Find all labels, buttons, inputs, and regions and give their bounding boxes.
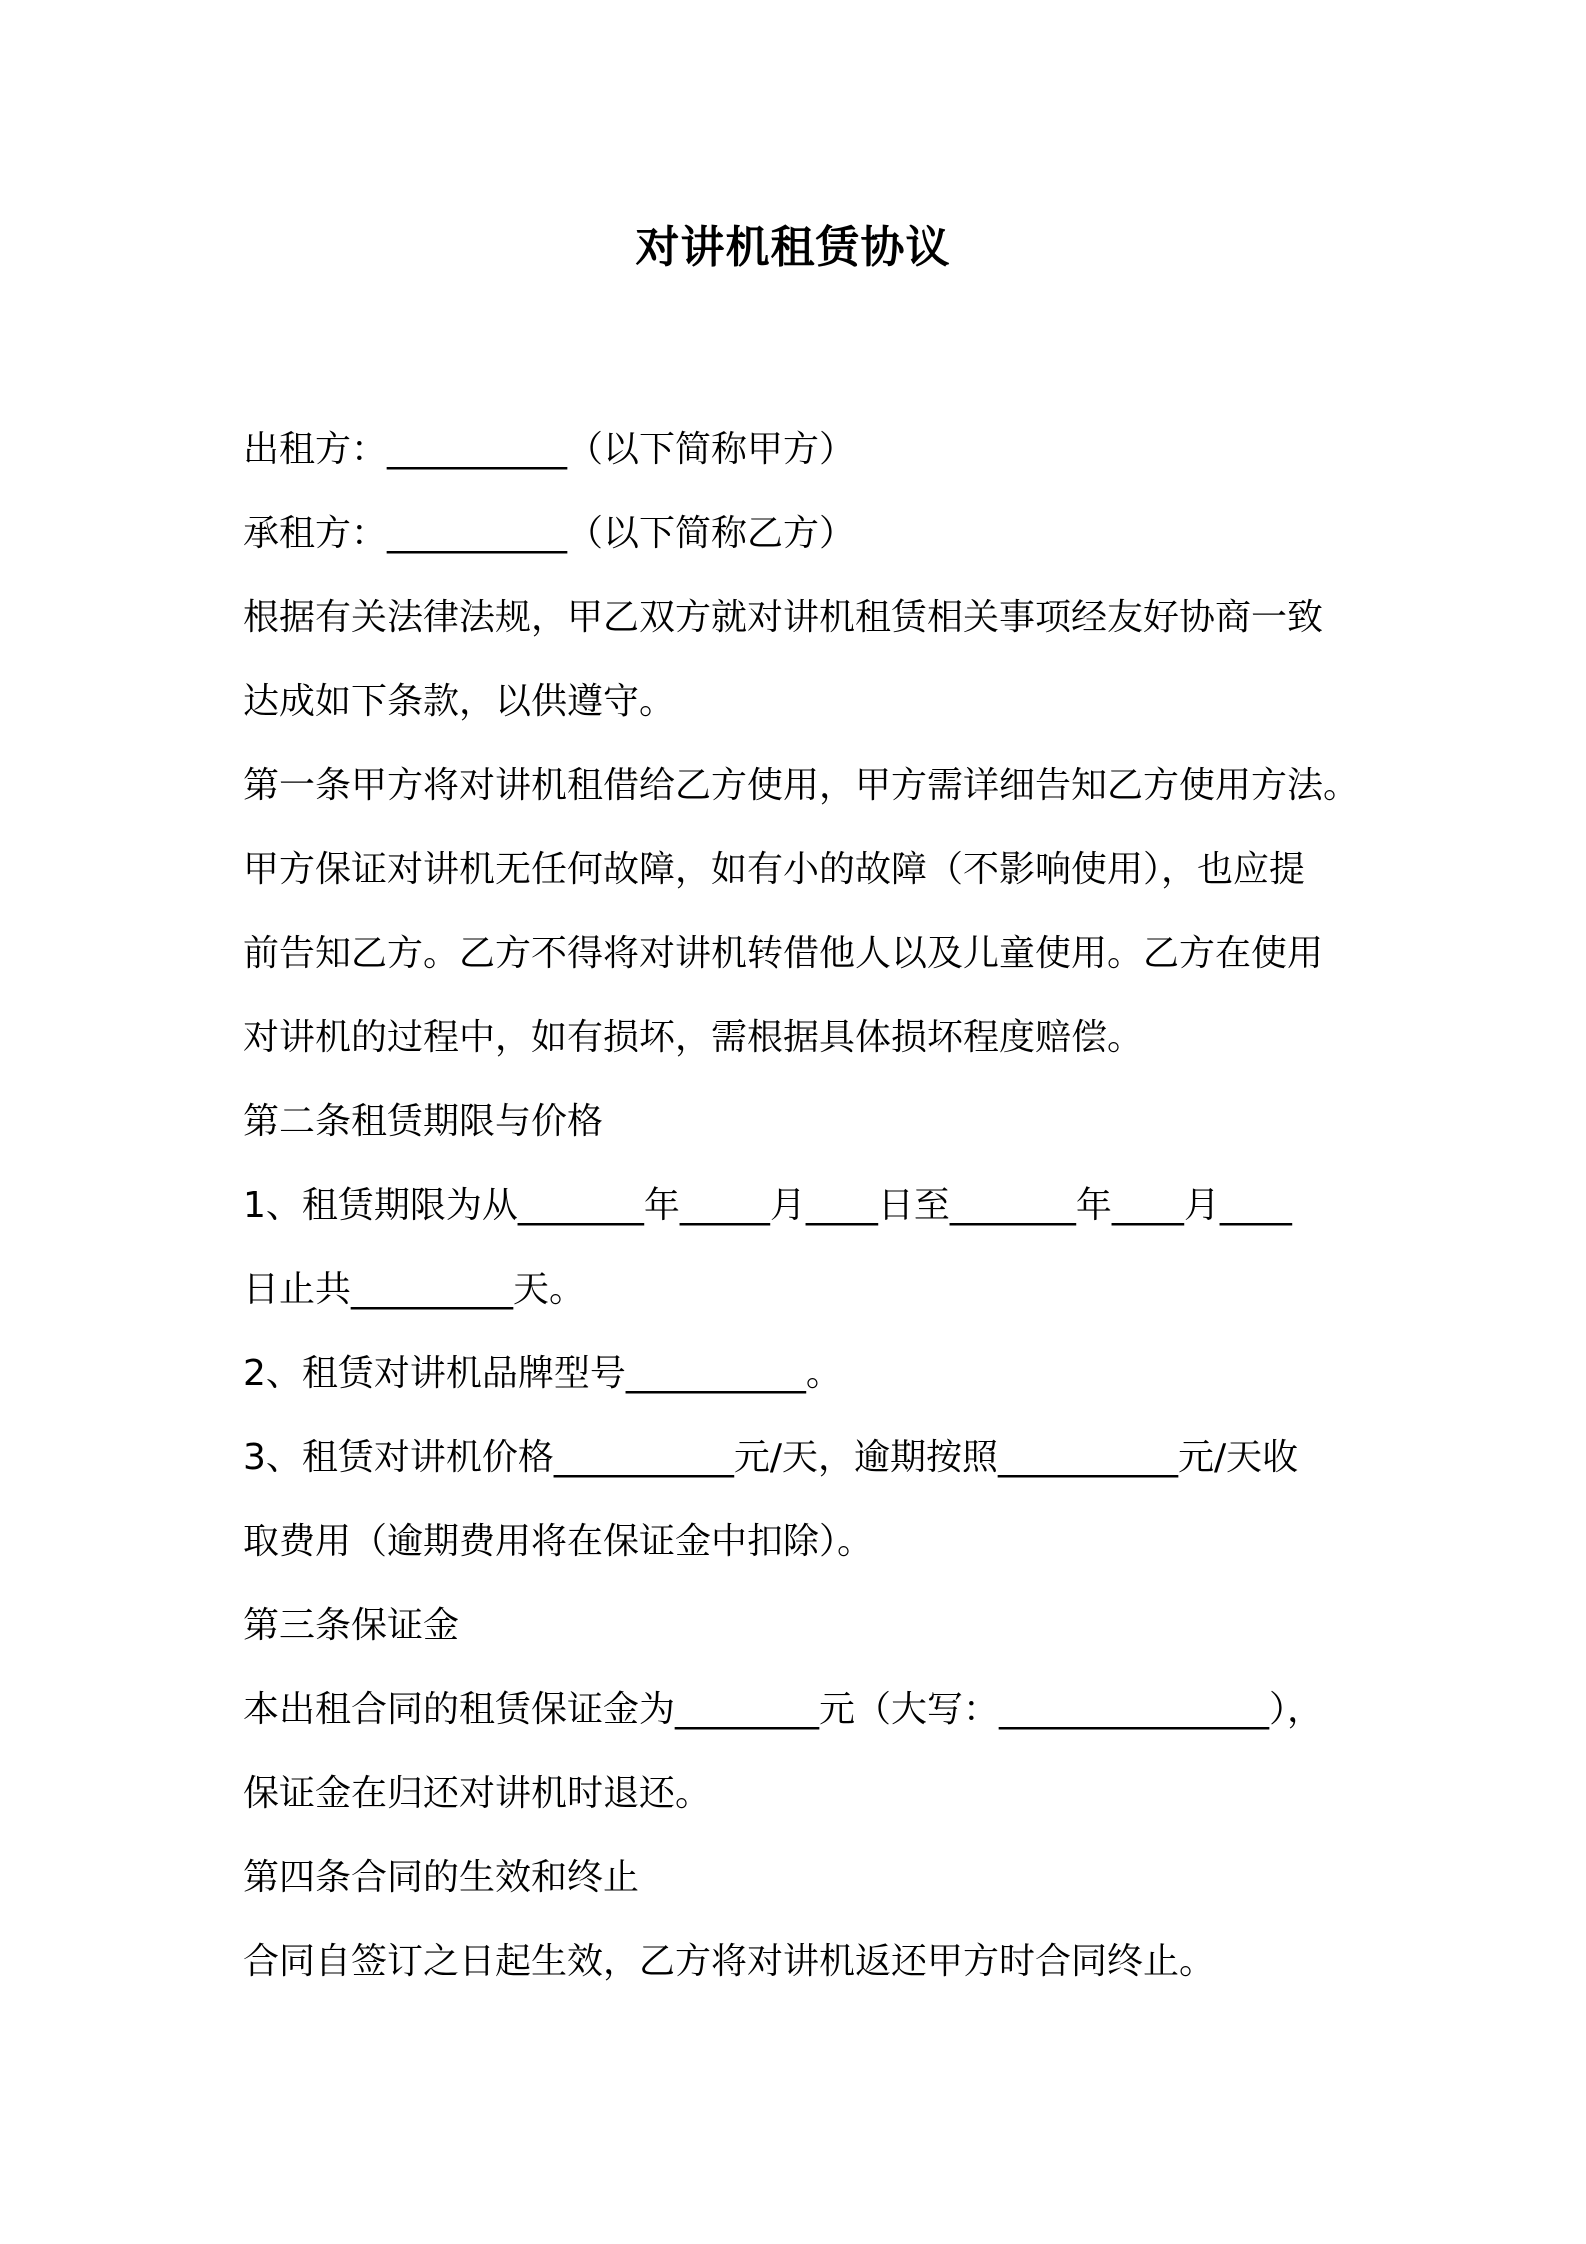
article-4-line-1: 合同自签订之日起生效，乙方将对讲机返还甲方时合同终止。 [243, 1941, 1216, 1982]
article-1-line-1: 第一条甲方将对讲机租借给乙方使用，甲方需详细告知乙方使用方法。 [243, 765, 1360, 806]
article-2-item-2: 2、租赁对讲机品牌型号__________。 [243, 1353, 842, 1394]
article-2-item-1-line-1: 1、租赁期限为从_______年_____月____日至_______年____月____ [243, 1185, 1292, 1226]
article-2-heading: 第二条租赁期限与价格 [243, 1101, 604, 1142]
preamble-line-2: 达成如下条款，以供遵守。 [243, 681, 676, 722]
article-1-line-4: 对讲机的过程中，如有损坏，需根据具体损坏程度赔偿。 [243, 1017, 1144, 1058]
lessee-line: 承租方：__________（以下简称乙方） [243, 513, 856, 554]
article-1-line-2: 甲方保证对讲机无任何故障，如有小的故障（不影响使用），也应提 [243, 849, 1306, 890]
article-1-line-3: 前告知乙方。乙方不得将对讲机转借他人以及儿童使用。乙方在使用 [243, 933, 1324, 974]
preamble-line-1: 根据有关法律法规，甲乙双方就对讲机租赁相关事项经友好协商一致 [243, 597, 1324, 638]
document-body [243, 408, 1383, 2004]
article-2-item-1-line-2: 日止共_________天。 [243, 1269, 586, 1310]
article-2-item-3-line-1: 3、租赁对讲机价格__________元/天，逾期按照__________元/天收 [243, 1437, 1299, 1478]
document-title: 对讲机租赁协议 [635, 222, 951, 273]
article-3-heading: 第三条保证金 [243, 1605, 460, 1646]
article-4-heading: 第四条合同的生效和终止 [243, 1857, 640, 1898]
lessor-line: 出租方：__________（以下简称甲方） [243, 429, 856, 470]
article-3-line-1: 本出租合同的租赁保证金为________元（大写：_______________）， [243, 1689, 1324, 1730]
article-3-line-2: 保证金在归还对讲机时退还。 [243, 1773, 712, 1814]
article-2-item-3-line-2: 取费用（逾期费用将在保证金中扣除）。 [243, 1521, 874, 1562]
